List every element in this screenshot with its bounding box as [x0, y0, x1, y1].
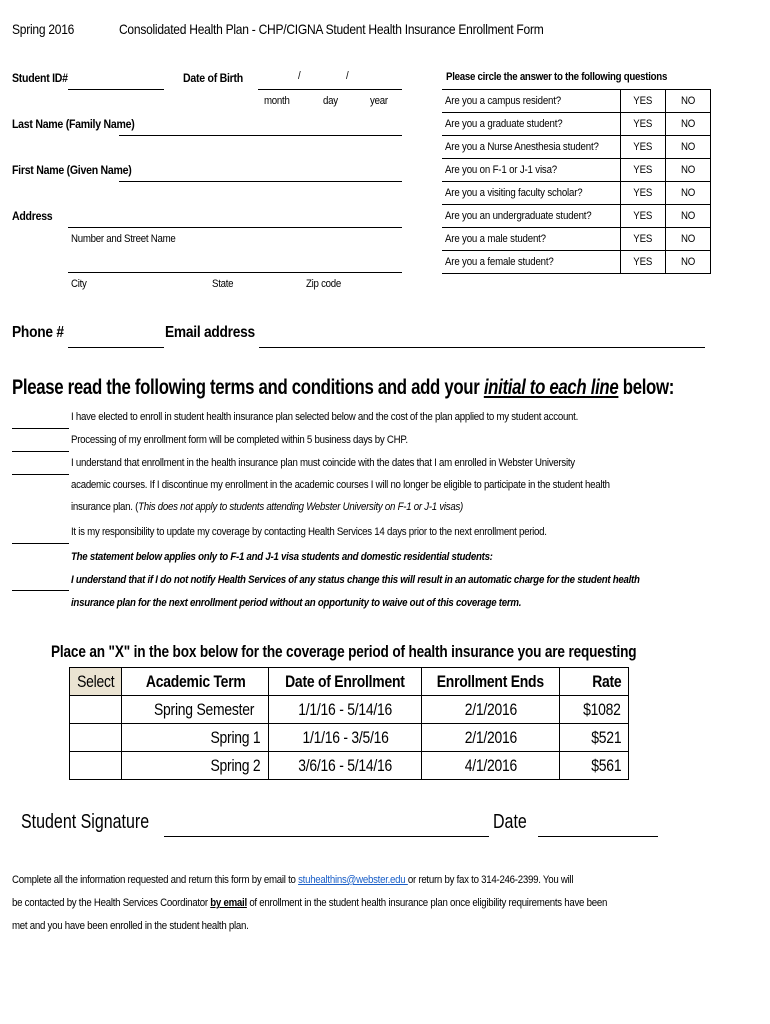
terms-heading-emphasis: initial to each line — [483, 376, 619, 399]
dob-slash-2: / — [346, 70, 349, 82]
terms-heading — [12, 376, 674, 400]
answer-yes[interactable] — [620, 113, 665, 136]
term-line-5a: The statement below applies only to F-1 and J-1 visa students and domestic residential students: — [71, 551, 493, 563]
answer-yes-label: YES — [633, 256, 653, 268]
term-line-3a: I understand that enrollment in the health insurance plan must coincide with the dates that I am enrolled in Webster University — [71, 457, 575, 469]
initial-line-3[interactable] — [12, 474, 69, 475]
terms-heading-pre: Please read the following terms and conditions and add your — [12, 376, 484, 399]
column-header-date-of-enrollment — [269, 668, 422, 696]
question-label: Are you a campus resident? — [445, 95, 561, 107]
questions-table — [442, 89, 711, 274]
enrollment-ends-value: 4/1/2016 — [464, 755, 517, 775]
last-name-field[interactable] — [119, 135, 402, 136]
signature-date-field[interactable] — [538, 836, 658, 837]
enrollment-date-cell — [269, 724, 422, 752]
term-line-5b: I understand that if I do not notify Health Services of any status change this will result in an automatic charge for the student health — [71, 574, 640, 586]
first-name-field[interactable] — [119, 181, 402, 182]
term-line-2: Processing of my enrollment form will be completed within 5 business days by CHP. — [71, 434, 408, 446]
answer-yes-label: YES — [633, 233, 653, 245]
term-cell — [122, 696, 269, 724]
answer-yes-label: YES — [633, 118, 653, 130]
address-label: Address — [12, 209, 53, 223]
state-caption: State — [212, 278, 234, 290]
email-link[interactable]: stuhealthins@webster.edu — [298, 874, 408, 886]
coverage-heading: Place an "X" in the box below for the coverage period of health insurance you are requesting — [51, 642, 637, 661]
enrollment-date-value: 1/1/16 - 5/14/16 — [298, 699, 393, 719]
footer-line-1 — [12, 874, 573, 886]
answer-yes[interactable] — [620, 159, 665, 182]
question-text — [442, 113, 620, 136]
enrollment-date-value: 1/1/16 - 3/5/16 — [302, 727, 389, 747]
column-header-label: Date of Enrollment — [285, 671, 406, 691]
answer-yes[interactable] — [620, 182, 665, 205]
rate-cell — [559, 752, 628, 780]
student-id-field[interactable] — [68, 89, 164, 90]
select-box[interactable] — [70, 724, 122, 752]
question-text — [442, 205, 620, 228]
phone-field[interactable] — [68, 347, 164, 348]
column-header-label: Academic Term — [145, 671, 246, 691]
student-id-label: Student ID# — [12, 71, 68, 85]
footer-text-1: Complete all the information requested and return this form by email to — [12, 874, 299, 886]
rate-value: $561 — [591, 755, 622, 775]
question-label: Are you on F-1 or J-1 visa? — [445, 164, 558, 176]
signature-field[interactable] — [164, 836, 489, 837]
answer-yes[interactable] — [620, 205, 665, 228]
term-value: Spring 1 — [210, 727, 260, 747]
phone-label: Phone # — [12, 324, 64, 341]
term-line-3c-italic: This does not apply to students attending Webster University on F-1 or J-1 visas) — [138, 501, 464, 513]
enrollment-ends-cell — [422, 724, 560, 752]
select-box[interactable] — [70, 696, 122, 724]
question-label: Are you a female student? — [445, 256, 554, 268]
select-box[interactable] — [70, 752, 122, 780]
email-field[interactable] — [259, 347, 705, 348]
coverage-row — [70, 724, 629, 752]
question-row — [442, 113, 710, 136]
answer-no-label: NO — [680, 118, 695, 130]
column-header-select — [70, 668, 122, 696]
term-line-3b: academic courses. If I discontinue my enrollment in the academic courses I will no longer be eligible to participate in the student health — [71, 479, 610, 491]
question-text — [442, 228, 620, 251]
question-row — [442, 182, 710, 205]
question-label: Are you a visiting faculty scholar? — [445, 187, 583, 199]
city-state-zip-field[interactable] — [68, 272, 402, 273]
dob-day-caption: day — [323, 95, 338, 107]
answer-no[interactable] — [665, 205, 710, 228]
column-header-academic-term — [122, 668, 269, 696]
question-text — [442, 159, 620, 182]
zip-caption: Zip code — [306, 278, 342, 290]
enrollment-ends-cell — [422, 752, 560, 780]
term-line-1: I have elected to enroll in student health insurance plan selected below and the cost of the plan applied to my student account. — [71, 411, 579, 423]
enrollment-date-cell — [269, 696, 422, 724]
signature-label: Student Signature — [21, 811, 150, 833]
coverage-table — [69, 667, 629, 780]
term-label: Spring 2016 — [12, 21, 75, 37]
street-caption: Number and Street Name — [71, 233, 176, 245]
answer-yes[interactable] — [620, 136, 665, 159]
rate-cell — [559, 724, 628, 752]
questions-heading: Please circle the answer to the following questions — [446, 71, 668, 83]
question-row — [442, 90, 710, 113]
term-line-4: It is my responsibility to update my coverage by contacting Health Services 14 days prior to the next enrollment period. — [71, 526, 547, 538]
footer-line-2 — [12, 897, 607, 909]
answer-yes-label: YES — [633, 187, 653, 199]
answer-no-label: NO — [680, 187, 695, 199]
term-cell — [122, 752, 269, 780]
footer-text-2: or return by fax to 314-246-2399. You will — [407, 874, 574, 886]
initial-line-4[interactable] — [12, 543, 69, 544]
answer-yes[interactable] — [620, 251, 665, 274]
enrollment-ends-value: 2/1/2016 — [464, 727, 517, 747]
question-row — [442, 136, 710, 159]
city-caption: City — [71, 278, 87, 290]
street-field[interactable] — [68, 227, 402, 228]
answer-no-label: NO — [680, 210, 695, 222]
first-name-label: First Name (Given Name) — [12, 163, 132, 177]
answer-yes-label: YES — [633, 164, 653, 176]
term-value: Spring Semester — [154, 699, 255, 719]
answer-no-label: NO — [680, 256, 695, 268]
answer-no-label: NO — [680, 95, 695, 107]
email-label: Email address — [165, 324, 255, 341]
enrollment-date-value: 3/6/16 - 5/14/16 — [298, 755, 393, 775]
enrollment-date-cell — [269, 752, 422, 780]
answer-no[interactable] — [665, 90, 710, 113]
term-cell — [122, 724, 269, 752]
initial-line-5[interactable] — [12, 590, 69, 591]
answer-no[interactable] — [665, 251, 710, 274]
term-line-3c — [71, 501, 463, 513]
footer-line-3: met and you have been enrolled in the student health plan. — [12, 920, 249, 932]
answer-no[interactable] — [665, 182, 710, 205]
question-text — [442, 136, 620, 159]
dob-slash-1: / — [298, 70, 301, 82]
answer-yes[interactable] — [620, 90, 665, 113]
column-header-enrollment-ends — [422, 668, 560, 696]
initial-line-1[interactable] — [12, 428, 69, 429]
initial-line-2[interactable] — [12, 451, 69, 452]
column-header-rate — [559, 668, 628, 696]
answer-no[interactable] — [665, 159, 710, 182]
form-title: Consolidated Health Plan - CHP/CIGNA Student Health Insurance Enrollment Form — [119, 21, 544, 37]
column-header-label: Enrollment Ends — [436, 671, 545, 691]
question-row — [442, 251, 710, 274]
answer-yes-label: YES — [633, 141, 653, 153]
answer-no-label: NO — [680, 164, 695, 176]
rate-value: $521 — [591, 727, 622, 747]
question-label: Are you a Nurse Anesthesia student? — [445, 141, 599, 153]
column-header-label: Select — [77, 671, 115, 691]
signature-date-label: Date — [493, 811, 527, 833]
footer-text-3: be contacted by the Health Services Coordinator — [12, 897, 211, 909]
question-text — [442, 251, 620, 274]
coverage-row — [70, 696, 629, 724]
question-text — [442, 90, 620, 113]
rate-value: $1082 — [583, 699, 621, 719]
term-line-3c-pre: insurance plan. ( — [71, 501, 139, 513]
dob-year-caption: year — [370, 95, 388, 107]
question-label: Are you an undergraduate student? — [445, 210, 592, 222]
rate-cell — [559, 696, 628, 724]
answer-no-label: NO — [680, 233, 695, 245]
enrollment-ends-cell — [422, 696, 560, 724]
answer-yes-label: YES — [633, 210, 653, 222]
answer-yes[interactable] — [620, 228, 665, 251]
answer-yes-label: YES — [633, 95, 653, 107]
question-text — [442, 182, 620, 205]
dob-month-caption: month — [264, 95, 290, 107]
answer-no[interactable] — [665, 136, 710, 159]
question-label: Are you a male student? — [445, 233, 546, 245]
column-header-label: Rate — [592, 671, 622, 691]
term-line-5c: insurance plan for the next enrollment period without an opportunity to waive out of this coverage term. — [71, 597, 522, 609]
dob-label: Date of Birth — [183, 71, 243, 85]
answer-no-label: NO — [680, 141, 695, 153]
question-label: Are you a graduate student? — [445, 118, 563, 130]
last-name-label: Last Name (Family Name) — [12, 117, 135, 131]
dob-field[interactable] — [258, 89, 402, 90]
question-row — [442, 228, 710, 251]
answer-no[interactable] — [665, 228, 710, 251]
question-row — [442, 205, 710, 228]
term-value: Spring 2 — [210, 755, 260, 775]
coverage-row — [70, 752, 629, 780]
answer-no[interactable] — [665, 113, 710, 136]
question-row — [442, 159, 710, 182]
footer-by-email: by email — [210, 897, 247, 909]
footer-text-4: of enrollment in the student health insurance plan once eligibility requirements have been — [246, 897, 608, 909]
enrollment-ends-value: 2/1/2016 — [464, 699, 517, 719]
terms-heading-post: below: — [618, 376, 675, 399]
